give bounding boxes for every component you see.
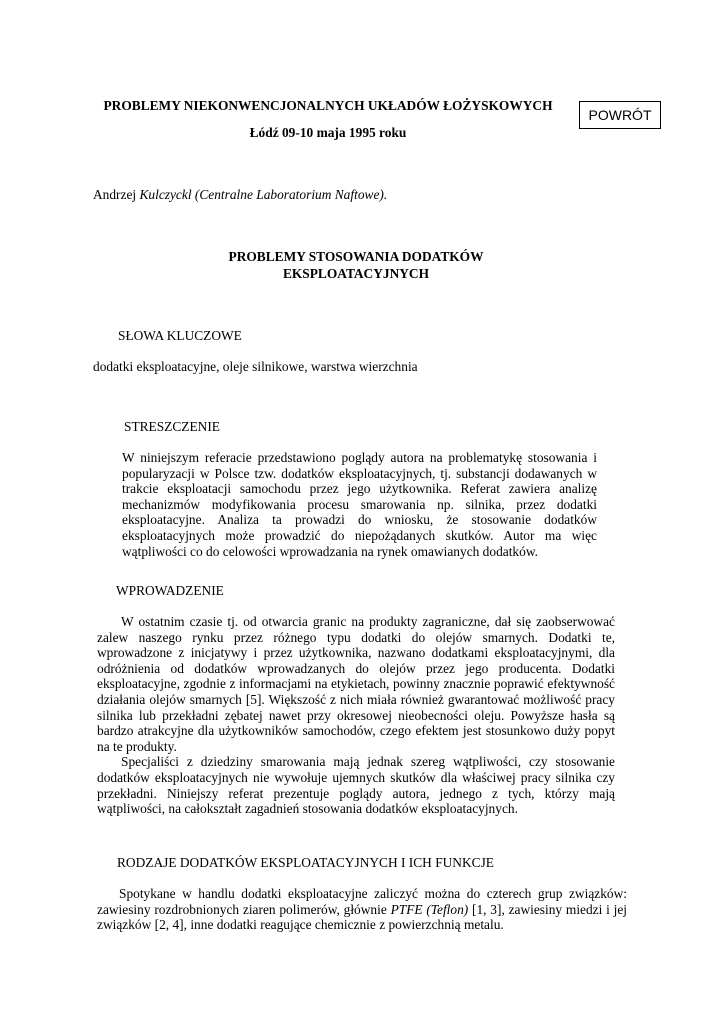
author-line xyxy=(93,187,387,203)
author-name: Andrzej xyxy=(93,187,140,202)
types-text-italic: PTFE (Teflon) xyxy=(390,901,469,917)
keywords-heading: SŁOWA KLUCZOWE xyxy=(118,328,242,343)
back-button[interactable]: POWRÓT xyxy=(579,101,661,129)
types-heading: RODZAJE DODATKÓW EKSPLOATACYJNYCH I ICH FUNKCJE xyxy=(117,855,494,870)
paper-title-line-1: PROBLEMY STOSOWANIA DODATKÓW xyxy=(228,249,484,264)
types-text-after: [1, 3], zawiesiny miedzi i jej związków [2, 4], inne dodatki reagujące chemicznie z powierzchnią metalu. xyxy=(97,901,628,933)
types-body xyxy=(97,886,627,933)
types-paragraph xyxy=(97,886,627,933)
author-affiliation: Kulczyckl (Centralne Laboratorium Naftowe). xyxy=(139,187,388,202)
types-text-before: Spotykane w handlu dodatki eksploatacyjne zaliczyć można do czterech grup związków: zawiesiny rozdrobnionych ziaren polimerów, głównie xyxy=(97,886,627,917)
conference-title: PROBLEMY NIEKONWENCJONALNYCH UKŁADÓW ŁOŻYSKOWYCH xyxy=(103,98,553,113)
abstract-heading: STRESZCZENIE xyxy=(124,419,220,434)
abstract-text: W niniejszym referacie przedstawiono poglądy autora na problematykę stosowania i popularyzacji w Polsce tzw. dodatków eksploatacyjnych, tj. substancji dodawanych w trakcie eksploatacji samochodu przez jego użytkownika. Referat zawiera analizę mechanizmów modyfikowania procesu smarowania np. silnika, przez dodatki eksploatacyjne. Analiza ta prowadzi do wniosku, że stosowanie dodatków eksploatacyjnych może prowadzić do niepożądanych skutków. Autor ma więc wątpliwości co do celowości wprowadzania na rynek omawianych dodatków. xyxy=(122,450,597,559)
introduction-body xyxy=(97,614,615,817)
introduction-heading: WPROWADZENIE xyxy=(116,583,224,598)
paper-title xyxy=(200,248,512,282)
keywords-text: dodatki eksploatacyjne, oleje silnikowe, warstwa wierzchnia xyxy=(93,359,418,374)
paper-title-line-2: EKSPLOATACYJNYCH xyxy=(282,266,430,281)
conference-date: Łódź 09-10 maja 1995 roku xyxy=(249,125,407,140)
introduction-paragraph-1: W ostatnim czasie tj. od otwarcia granic na produkty zagraniczne, dał się zaobserwować zalew naszego rynku przez różnego typu dodatki do olejów smarnych. Dodatki te, wprowadzone z inicjatywy i przez użytkownika, nazwano dodatkami eksploatacyjnymi, dla odróżnienia od dodatków wprowadzanych do olejów przez jego producenta. Dodatki eksploatacyjne, zgodnie z informacjami na etykietach, powinny znacznie poprawić efektywność działania olejów smarnych [5]. Większość z nich miała również gwarantować możliwość pracy silnika lub przekładni zębatej nawet przy okresowej nieobecności oleju. Powyższe hasła są bardzo atrakcyjne dla użytkowników samochodów, czego efektem jest stosunkowo duży popyt na te produkty. xyxy=(97,614,615,754)
introduction-paragraph-2: Specjaliści z dziedziny smarowania mają jednak szereg wątpliwości, czy stosowanie dodatków eksploatacyjnych nie wywołuje ujemnych skutków dla właściwej pracy silnika czy przekładni. Niniejszy referat prezentuje poglądy autora, jednego z tych, którzy mają wątpliwości, na całokształt zagadnień stosowania dodatków eksploatacyjnych. xyxy=(97,754,615,817)
